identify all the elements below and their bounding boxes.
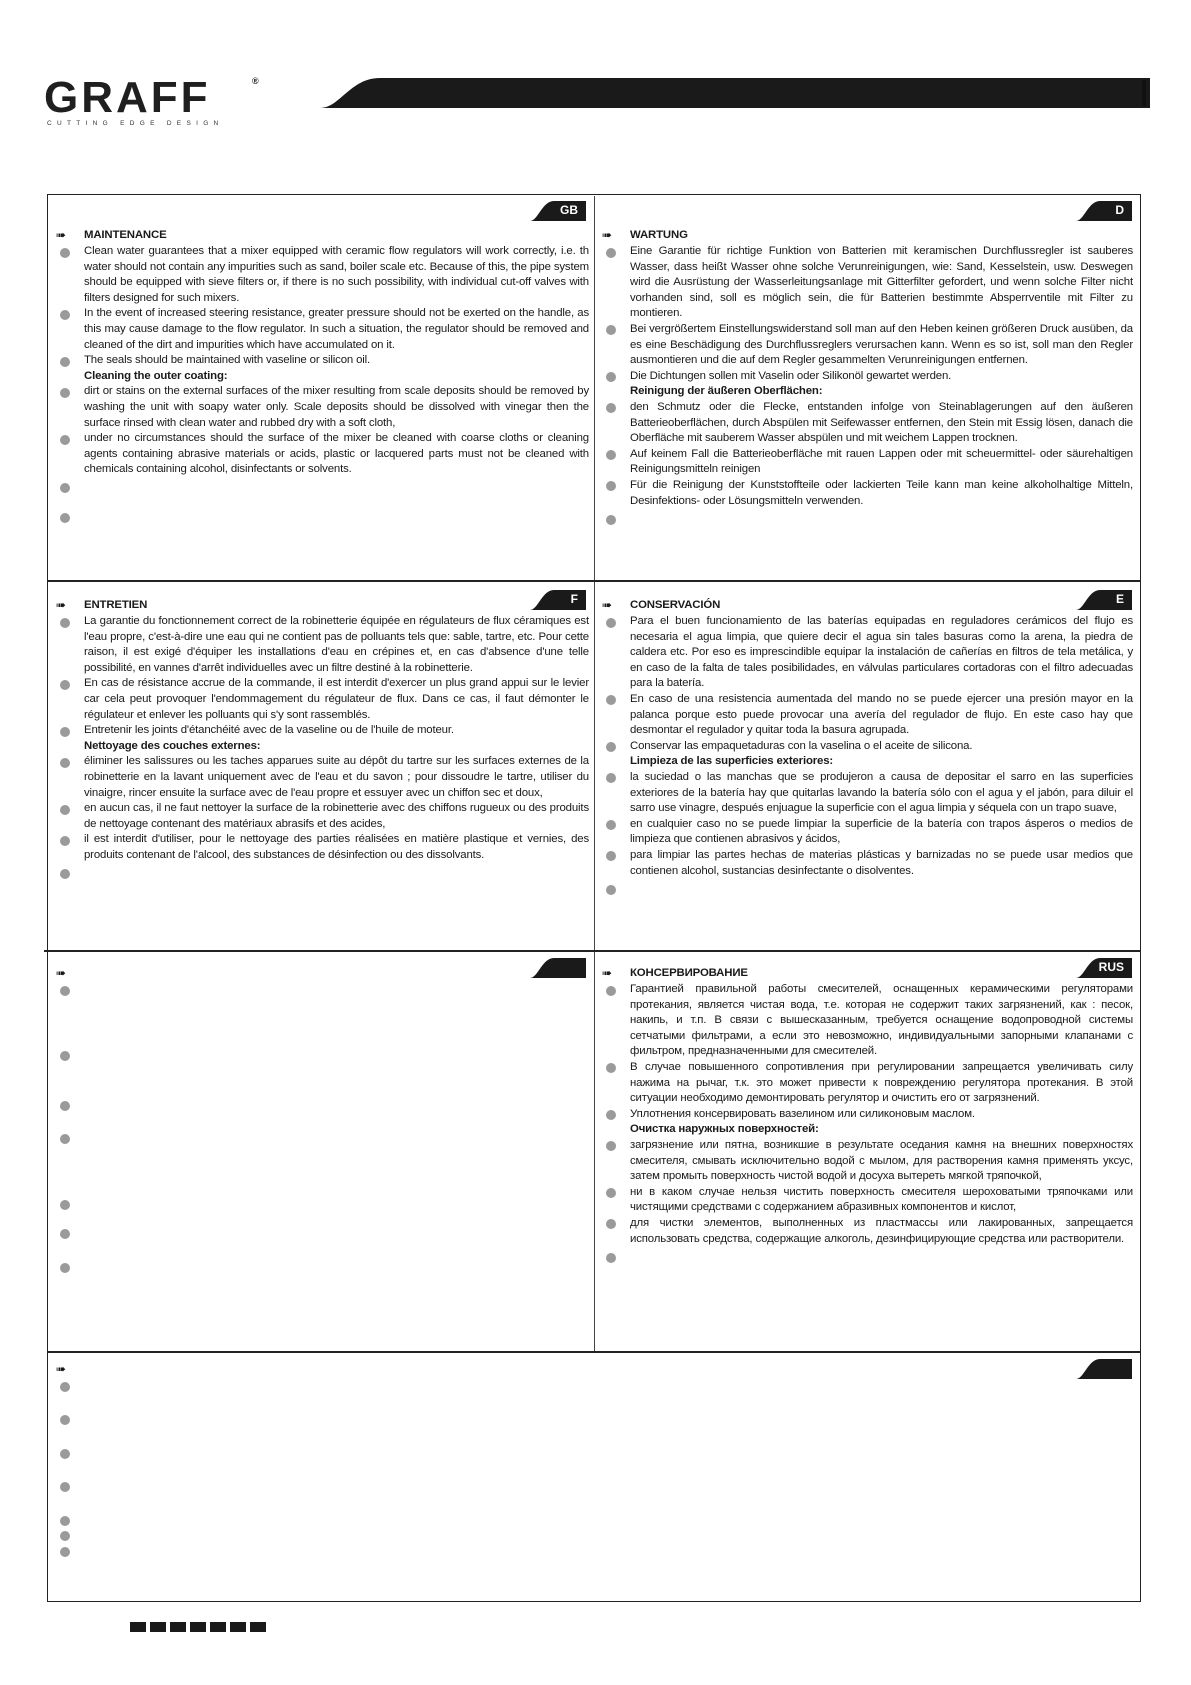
- paragraph: den Schmutz oder die Flecke, entstanden infolge von Steinablagerungen auf den äußeren Batterieoberflächen, durch Abspülen mit Seifewasser entfernen, den Stein mit Essig lösen, danach die Oberfläche mit sauberem Wasser abspülen und mit weichem Lappen trocknen.: [630, 400, 1133, 445]
- bullet-icon: [60, 1449, 70, 1459]
- bullet-icon: [60, 1382, 70, 1392]
- list-item: [598, 614, 1133, 692]
- paragraph: Auf keinem Fall die Batterieoberfläche mit rauen Lappen oder mit scheuermittel- oder säurehaltigen Reinigungsmitteln reinigen: [630, 447, 1133, 476]
- header-tick: [1142, 80, 1146, 106]
- subheading: Reinigung der äußeren Oberflächen:: [630, 385, 823, 398]
- column-divider-3: [594, 952, 595, 1351]
- empty-item: [598, 881, 1133, 897]
- list-item: [52, 614, 589, 676]
- paragraph: en aucun cas, il ne faut nettoyer la surface de la robinetterie avec des chiffons rugueux ou des produits de nettoyage contenant des matériaux abrasifs et des acides,: [84, 802, 589, 830]
- section-e: [598, 598, 1133, 897]
- bullet-icon: [606, 1188, 616, 1198]
- bullet-icon: [606, 986, 616, 996]
- subheading: Очистка наружных поверхностей:: [630, 1123, 819, 1136]
- bullet-icon: [60, 388, 70, 398]
- list-item: [598, 1107, 1133, 1123]
- list-item: [52, 306, 589, 353]
- section-gb: [52, 228, 589, 525]
- section-blank-bottom: [52, 1362, 589, 1559]
- empty-item: [52, 1196, 589, 1212]
- bullet-icon: [60, 1200, 70, 1210]
- arrow-icon: ➠: [56, 1362, 66, 1376]
- footer-square: [210, 1622, 226, 1632]
- bullet-icon: [606, 1141, 616, 1151]
- badge-gb-label: GB: [560, 203, 578, 217]
- footer-squares: [130, 1622, 266, 1632]
- bullet-icon: [60, 1051, 70, 1061]
- empty-item: [52, 1097, 589, 1113]
- badge-rus-label: RUS: [1098, 960, 1124, 974]
- bullet-icon: [60, 1547, 70, 1557]
- footer-square: [170, 1622, 186, 1632]
- bullet-icon: [606, 742, 616, 752]
- bullet-icon: [60, 805, 70, 815]
- empty-item: [598, 511, 1133, 527]
- bullet-icon: [60, 869, 70, 879]
- paragraph: Гарантией правильной работы смесителей, оснащенных керамическими регуляторами протекания, является чистая вода, т.е. которая не содержит таких загрязнений, как : песок, накипь, и т.п. В связи с вышесказанным, требуется оснащение водопроводной системы сетчатыми фильтрами, а если это невозможно, индивидуальными запорными клапанами с фильтром, предназначенными для смесителей.: [630, 983, 1133, 1058]
- section-blank-left: [52, 966, 589, 1275]
- paragraph: Eine Garantie für richtige Funktion von Batterien mit keramischen Durchflussregler ist sauberes Wasser, dass heißt Wasser ohne solche Verunreinigungen, wie: Sand, Kesselstein, usw. Deswegen wird die Ausrüstung der Wasserleitungsanlage mit Gitterfilter gefordert, und wenn solche Filter nicht vorhanden sind, soll es möglich sein, die für Batterien bestimmte Absperrventile mit Filter zu montieren.: [630, 245, 1133, 320]
- bullet-icon: [60, 727, 70, 737]
- list-item: [52, 754, 589, 801]
- arrow-icon: ➠: [602, 228, 612, 242]
- registered-mark: ®: [252, 76, 259, 86]
- badge-f-label: F: [570, 592, 578, 606]
- section-d-title: WARTUNG: [630, 229, 688, 241]
- paragraph: En caso de una resistencia aumentada del mando no se puede ejercer una presión mayor en la palanca porque esto puede provocar una avería del regulador de flujo. En este caso hay que desmontar el regulador y quitar toda la basura agrupada.: [630, 692, 1133, 737]
- paragraph: éliminer les salissures ou les taches apparues suite au dépôt du tartre sur les surfaces externes de la robinetterie en la lavant uniquement avec de l'eau et du savon ; pour dissoudre le tartre, utiliser du vinaigre, rincer ensuite la surface avec de l'eau propre et essuyer avec un chiffon sec et doux,: [84, 755, 589, 799]
- badge-d: [1076, 201, 1132, 221]
- badge-d-label: D: [1115, 203, 1124, 217]
- subheading: Cleaning the outer coating:: [84, 369, 228, 382]
- bullet-icon: [60, 1263, 70, 1273]
- paragraph: Die Dichtungen sollen mit Vaselin oder Silikonöl gewartet werden.: [630, 369, 952, 382]
- empty-item: [598, 1249, 1133, 1265]
- paragraph: para limpiar las partes hechas de materias plásticas y barnizadas no se puede usar medios que contienen alcohol, sustancias desinfectante o disolventes.: [630, 848, 1133, 877]
- empty-item: [52, 1528, 589, 1544]
- section-rus-title: КОНСЕРВИРОВАНИЕ: [630, 967, 748, 979]
- paragraph: In the event of increased steering resistance, greater pressure should not be exerted on the handle, as this may cause damage to the flow regulator. In such a situation, the regulator should be removed and cleaned of the dirt and impurities which have accumulated on it.: [84, 307, 589, 351]
- paragraph: la suciedad o las manchas que se produjeron a causa de depositar el sarro en las superficies exteriores de la batería hay que quitarlas lavando la batería sólo con el agua y el jabón, para diluir el sarro use vinagre, después enjuague la superficie con el agua limpia y séquela con un trapo suave,: [630, 770, 1133, 815]
- paragraph: Für die Reinigung der Kunststoffteile oder lackierten Teile kann man keine alkoholhaltige Mitteln, Desinfektions- oder Lösungsmitteln verwenden.: [630, 478, 1133, 507]
- bullet-icon: [606, 695, 616, 705]
- bullet-icon: [60, 1229, 70, 1239]
- empty-item: [52, 982, 589, 998]
- section-e-heading: [598, 598, 1133, 614]
- arrow-icon: ➠: [56, 966, 66, 980]
- bullet-icon: [606, 773, 616, 783]
- section-rus-heading: [598, 966, 1133, 982]
- bullet-icon: [60, 435, 70, 445]
- footer-square: [230, 1622, 246, 1632]
- bullet-icon: [60, 1531, 70, 1541]
- arrow-icon: ➠: [56, 598, 66, 612]
- bullet-icon: [60, 1482, 70, 1492]
- footer-square: [130, 1622, 146, 1632]
- paragraph: В случае повышенного сопротивления при регулировании запрещается увеличивать силу нажима на рычаг, т.к. это может привести к повреждению регулятора протекания. В этой ситуации необходимо демонтировать регулятор и очистить его от загрязнений.: [630, 1060, 1133, 1105]
- section-f-title: ENTRETIEN: [84, 599, 148, 611]
- divider-row-3: [47, 1351, 1141, 1353]
- column-divider-1: [594, 196, 595, 580]
- paragraph: il est interdit d'utiliser, pour le nettoyage des parties réalisées en matière plastique et vernies, des produits contenant de l'alcool, des substances de désinfection ou des dissolvants.: [84, 833, 589, 861]
- empty-item: [52, 1131, 589, 1147]
- list-item: [598, 322, 1133, 369]
- bullet-icon: [606, 325, 616, 335]
- empty-item: [52, 1260, 589, 1276]
- bullet-icon: [60, 513, 70, 523]
- empty-item: [52, 1544, 589, 1560]
- arrow-icon: ➠: [602, 966, 612, 980]
- paragraph: ни в каком случае нельзя чистить поверхность смесителя шероховатыми тряпочками или чистящими средствами с содержанием абразивных компонентов и кислот,: [630, 1185, 1133, 1214]
- list-item: [598, 1216, 1133, 1247]
- column-divider-2: [594, 582, 595, 950]
- bullet-icon: [606, 450, 616, 460]
- section-d: [598, 228, 1133, 527]
- list-item: [598, 848, 1133, 879]
- bullet-icon: [606, 403, 616, 413]
- paragraph: En cas de résistance accrue de la commande, il est interdit d'exercer un plus grand appui sur le levier car cela peut provoquer l'endommagement du régulateur de flux. Dans ce cas, il faut démonter le régulateur et enlever les polluants qui s'y sont rassemblés.: [84, 677, 589, 721]
- list-item: [598, 447, 1133, 478]
- list-item: [52, 723, 589, 739]
- footer-square: [190, 1622, 206, 1632]
- bullet-icon: [60, 758, 70, 768]
- paragraph: загрязнение или пятна, возникшие в результате оседания камня на внешних поверхностях смесителя, смывать исключительно водой с мылом, для растворения камня применять уксус, затем промыть поверхность чистой водой и досуха вытереть мягкой тряпочкой,: [630, 1138, 1133, 1183]
- brand-logo: [44, 73, 264, 127]
- bullet-icon: [60, 1101, 70, 1111]
- bullet-icon: [60, 680, 70, 690]
- paragraph: Entretenir les joints d'étanchéité avec de la vaseline ou de l'huile de moteur.: [84, 724, 454, 737]
- empty-item: [52, 1512, 589, 1528]
- bullet-icon: [60, 836, 70, 846]
- list-item: [598, 817, 1133, 848]
- empty-item: [52, 1226, 589, 1242]
- paragraph: Para el buen funcionamiento de las baterías equipadas en reguladores cerámicos del flujo es necesaria el agua limpia, que quiere decir el agua sin tales basuras como la arena, la piedra de caldera etc. Por eso es imprescindible equipar la instalación de cañerías en filtros de tela metálica, y en caso de la falta de tales posibilidades, en válvulas particulares cortadoras con el filtro adecuadas para la batería.: [630, 615, 1133, 690]
- bullet-icon: [606, 372, 616, 382]
- badge-e-label: E: [1115, 592, 1124, 606]
- footer-square: [250, 1622, 266, 1632]
- list-item: [598, 1060, 1133, 1107]
- bullet-icon: [60, 1415, 70, 1425]
- list-item: [598, 1138, 1133, 1185]
- badge-gb: [530, 201, 586, 221]
- section-f-heading: [52, 598, 589, 614]
- list-item: [52, 832, 589, 863]
- section-e-title: CONSERVACIÓN: [630, 599, 721, 611]
- list-item: [598, 770, 1133, 817]
- paragraph: для чистки элементов, выполненных из пластмассы или лакированных, запрещается использовать средства, содержащие алкоголь, дезинфицирующие средства или растворители.: [630, 1216, 1133, 1245]
- paragraph: en cualquier caso no se puede limpiar la superficie de la batería con trapos ásperos o medios de limpieza que contienen abrasivos y ácidos,: [630, 817, 1133, 846]
- bullet-icon: [606, 515, 616, 525]
- section-gb-heading: [52, 228, 589, 244]
- bullet-icon: [60, 1134, 70, 1144]
- list-item: [598, 244, 1133, 322]
- brand-name: GRAFF: [44, 73, 211, 122]
- divider-row-2: [44, 950, 1141, 952]
- bullet-icon: [606, 248, 616, 258]
- empty-item: [52, 480, 589, 496]
- list-item: [52, 244, 589, 306]
- section-blank-bottom-heading: [52, 1362, 589, 1378]
- bullet-icon: [606, 1253, 616, 1263]
- bullet-icon: [60, 248, 70, 258]
- footer-square: [150, 1622, 166, 1632]
- bullet-icon: [606, 618, 616, 628]
- arrow-icon: ➠: [56, 228, 66, 242]
- list-item: [598, 1185, 1133, 1216]
- subheading: Limpieza de las superficies exteriores:: [630, 755, 834, 768]
- header-bar: [320, 78, 1150, 108]
- badge-blank-2: [1076, 1359, 1132, 1379]
- empty-item: [52, 1378, 589, 1394]
- brand-tagline: CUTTING EDGE DESIGN: [47, 120, 224, 127]
- empty-item: [52, 1048, 589, 1064]
- list-item: [598, 478, 1133, 509]
- bullet-icon: [60, 618, 70, 628]
- paragraph: La garantie du fonctionnement correct de la robinetterie équipée en régulateurs de flux céramiques est l'eau propre, c'est-à-dire une eau qui ne contient pas de polluants tels que: sable, tartre, etc. Pour cette raison, il est exigé d'équiper les installations d'eau en crépines et, en cas d'absence d'une telle possibilité, en vannes d'arrêt individuelles avec un filtre destiné à la robinetterie.: [84, 615, 589, 674]
- empty-item: [52, 1445, 589, 1461]
- list-item: [52, 384, 589, 431]
- paragraph: dirt or stains on the external surfaces of the mixer resulting from scale deposits should be removed by washing the unit with soapy water only. Scale deposits should be dissolved with vinegar then the surface rinsed with clean water and rubbed dry with a soft cloth,: [84, 385, 589, 429]
- list-item: [598, 982, 1133, 1060]
- bullet-icon: [606, 1219, 616, 1229]
- bullet-icon: [60, 986, 70, 996]
- list-item: [598, 369, 1133, 385]
- subheading: Nettoyage des couches externes:: [84, 739, 261, 752]
- section-rus: [598, 966, 1133, 1265]
- bullet-icon: [60, 310, 70, 320]
- section-gb-title: MAINTENANCE: [84, 229, 167, 241]
- empty-item: [52, 1479, 589, 1495]
- list-item: [52, 431, 589, 478]
- list-item: [52, 801, 589, 832]
- paragraph: Bei vergrößertem Einstellungswiderstand soll man auf den Heben keinen größeren Druck ausüben, da es eine Beschädigung des Durchflussreglers verursachen kann. Wenn es so ist, soll man den Regler ausmontieren und die auf dem Regler gesammelten Verunreinigungen entfernen.: [630, 322, 1133, 367]
- section-f: [52, 598, 589, 881]
- bullet-icon: [606, 820, 616, 830]
- bullet-icon: [606, 1063, 616, 1073]
- bullet-icon: [60, 483, 70, 493]
- bullet-icon: [60, 357, 70, 367]
- section-blank-heading: [52, 966, 589, 982]
- paragraph: under no circumstances should the surface of the mixer be cleaned with coarse cloths or cleaning agents containing abrasive materials or acids, plastic or lacquered parts must not be cleaned with chemicals containing alcohol, disinfectants or solvents.: [84, 432, 589, 476]
- bullet-icon: [606, 481, 616, 491]
- bullet-icon: [606, 885, 616, 895]
- list-item: [598, 400, 1133, 447]
- bullet-icon: [606, 851, 616, 861]
- paragraph: Уплотнения консервировать вазелином или силиконовым маслом.: [630, 1107, 975, 1120]
- empty-item: [52, 510, 589, 526]
- arrow-icon: ➠: [602, 598, 612, 612]
- list-item: [52, 353, 589, 369]
- list-item: [598, 692, 1133, 739]
- paragraph: Conservar las empaquetaduras con la vaselina o el aceite de silicona.: [630, 739, 973, 752]
- bullet-icon: [60, 1516, 70, 1526]
- empty-item: [52, 1412, 589, 1428]
- section-d-heading: [598, 228, 1133, 244]
- bullet-icon: [606, 1110, 616, 1120]
- list-item: [52, 676, 589, 723]
- list-item: [598, 739, 1133, 755]
- paragraph: Clean water guarantees that a mixer equipped with ceramic flow regulators will work correctly, i.e. th water should not contain any impurities such as sand, boiler scale etc. Because of this, the pipe system should be equipped with sieve filters or, if there is no such possibility, with individual cut-off valves with filters designed for such mixers.: [84, 245, 589, 304]
- paragraph: The seals should be maintained with vaseline or silicon oil.: [84, 354, 371, 367]
- empty-item: [52, 866, 589, 882]
